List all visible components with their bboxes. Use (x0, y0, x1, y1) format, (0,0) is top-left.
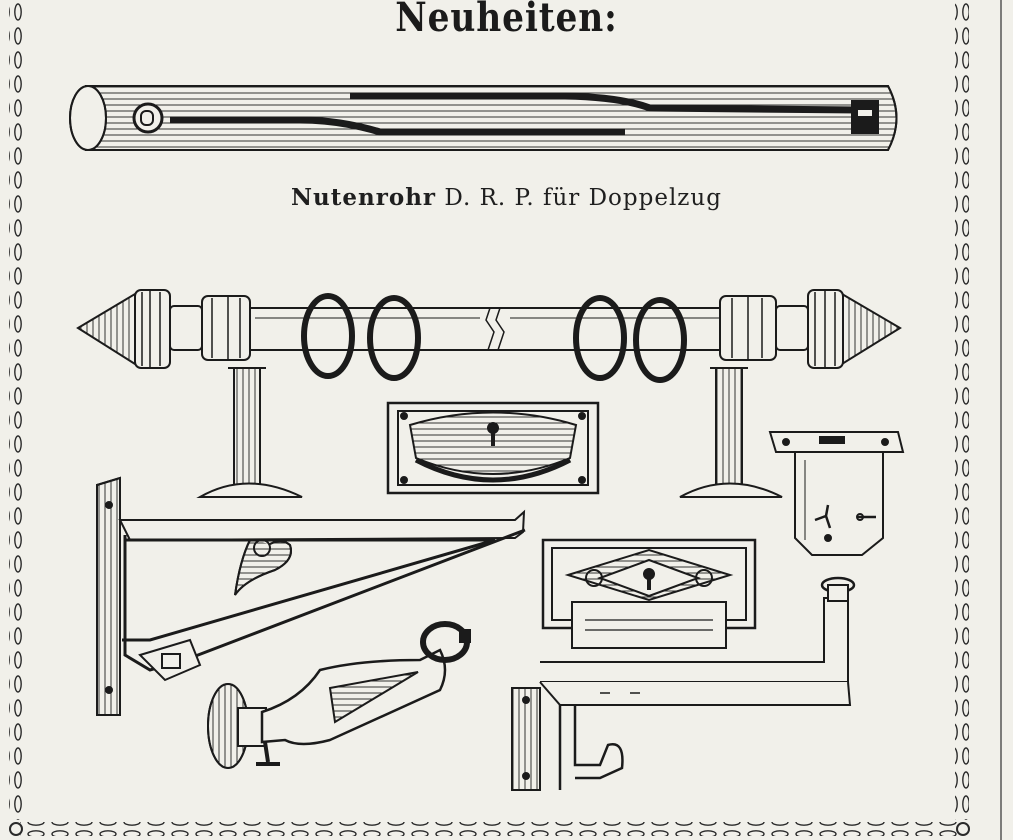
escutcheon-plate-illustration (388, 403, 598, 493)
angle-bracket-illustration (97, 478, 525, 715)
page-title: Neuheiten: (395, 0, 618, 41)
grooved-tube-illustration (70, 86, 897, 150)
caption-rest-label: D. R. P. für Doppelzug (436, 185, 722, 211)
border-left (9, 0, 23, 820)
lock-case-illustration (770, 432, 903, 555)
rod-holder-illustration (208, 624, 470, 768)
ornate-plate-illustration (543, 540, 755, 648)
caption-bold-label: Nutenrohr (291, 184, 437, 211)
border-right (955, 0, 969, 820)
border-bottom (20, 822, 960, 836)
